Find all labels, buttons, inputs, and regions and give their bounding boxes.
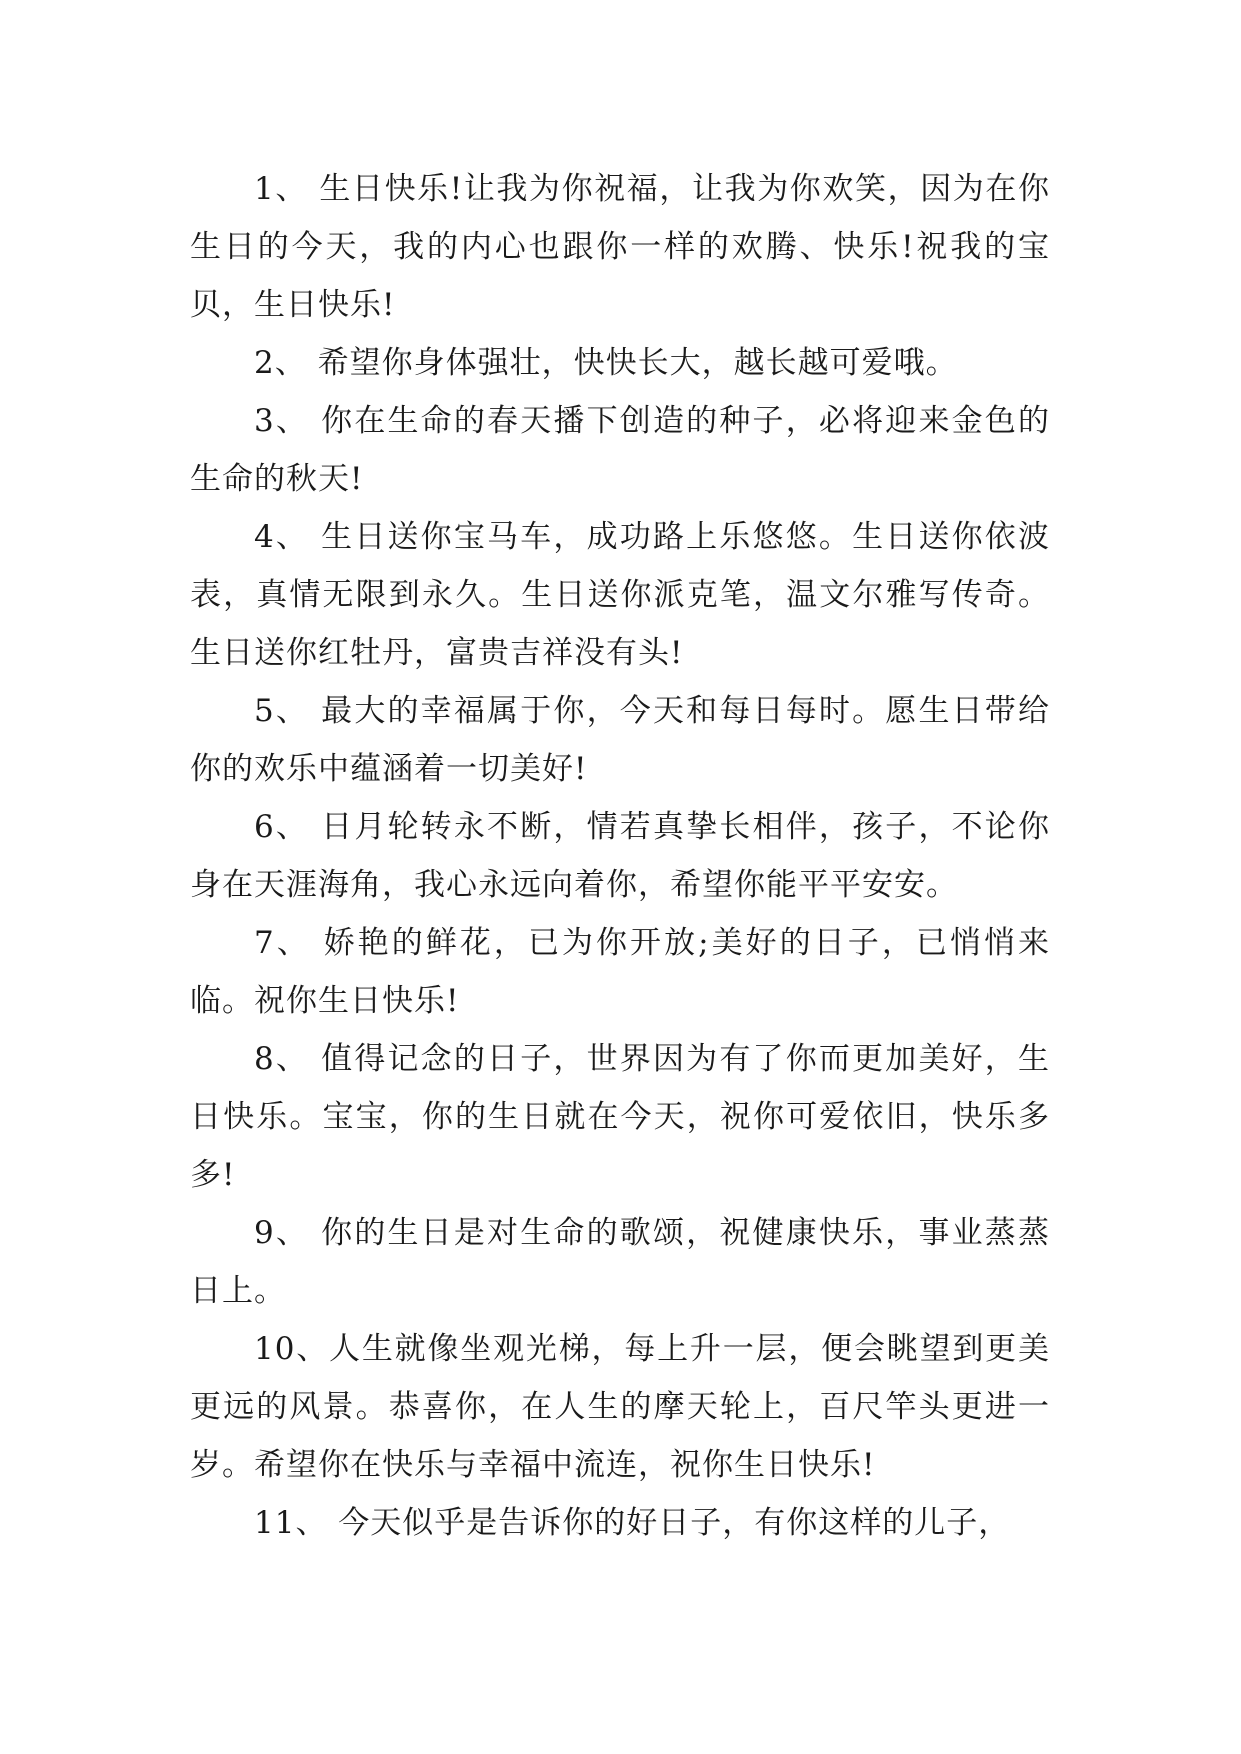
paragraph-3: 3、 你在生命的春天播下创造的种子，必将迎来金色的生命的秋天! [190, 403, 1050, 497]
paragraph-9: 9、 你的生日是对生命的歌颂，祝健康快乐，事业蒸蒸日上。 [190, 1215, 1050, 1309]
document-body [190, 160, 1050, 1552]
paragraph-11: 11、 今天似乎是告诉你的好日子，有你这样的儿子， [254, 1505, 1011, 1541]
paragraph-4: 4、 生日送你宝马车，成功路上乐悠悠。生日送你依波表，真情无限到永久。生日送你派克笔，温文尔雅写传奇。生日送你红牡丹，富贵吉祥没有头! [190, 519, 1050, 671]
paragraph-5: 5、 最大的幸福属于你，今天和每日每时。愿生日带给你的欢乐中蕴涵着一切美好! [190, 693, 1050, 787]
paragraph-6: 6、 日月轮转永不断，情若真挚长相伴，孩子，不论你身在天涯海角，我心永远向着你，希望你能平平安安。 [190, 809, 1050, 903]
paragraph-8: 8、 值得记念的日子，世界因为有了你而更加美好，生日快乐。宝宝，你的生日就在今天，祝你可爱依旧，快乐多多! [190, 1041, 1050, 1193]
paragraph-2: 2、 希望你身体强壮，快快长大，越长越可爱哦。 [254, 345, 958, 381]
paragraph-1: 1、 生日快乐!让我为你祝福，让我为你欢笑，因为在你生日的今天，我的内心也跟你一样的欢腾、快乐!祝我的宝贝，生日快乐! [190, 171, 1050, 323]
paragraph-10: 10、人生就像坐观光梯，每上升一层，便会眺望到更美更远的风景。恭喜你，在人生的摩天轮上，百尺竿头更进一岁。希望你在快乐与幸福中流连，祝你生日快乐! [190, 1331, 1050, 1483]
paragraph-7: 7、 娇艳的鲜花，已为你开放;美好的日子，已悄悄来临。祝你生日快乐! [190, 925, 1050, 1019]
